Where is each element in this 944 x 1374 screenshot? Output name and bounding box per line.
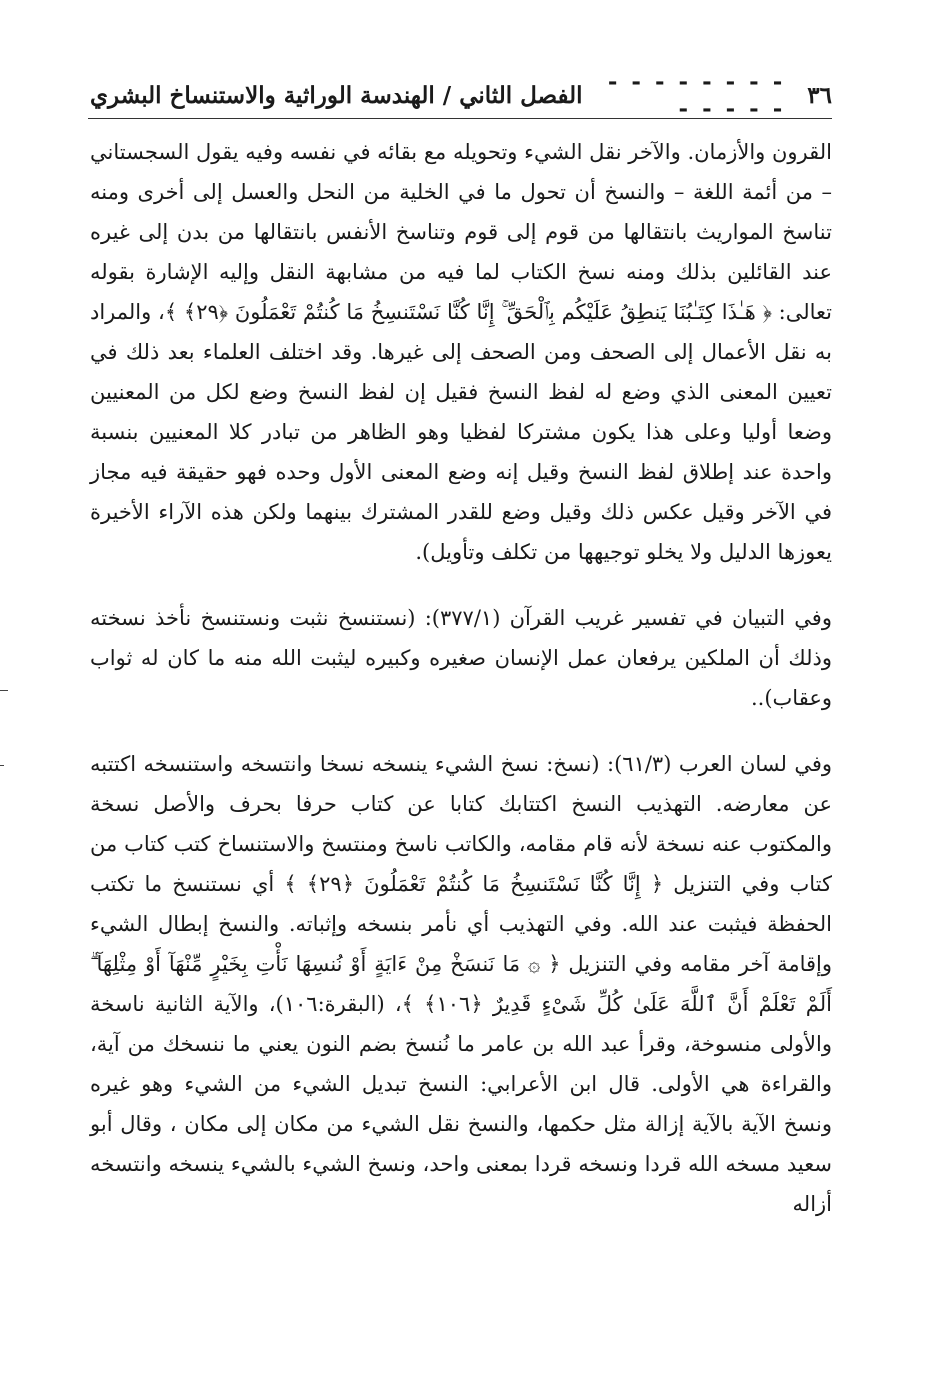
- running-header: [90, 70, 832, 120]
- page-number: ٣٦: [807, 81, 832, 109]
- chapter-title: الفصل الثاني / الهندسة الوراثية والاستنساخ البشري: [90, 81, 583, 109]
- margin-mark: [0, 765, 4, 766]
- paragraph-3: وفي لسان العرب (٦١/٣): (نسخ: نسخ الشيء ينسخه نسخا وانتسخه واستنسخه اكتتبه عن معارضه. التهذيب النسخ اكتتابك كتابا عن كتاب حرفا بحرف والأصل نسخة والمكتوب عنه نسخة لأنه قام مقامه، والكاتب ناسخ ومنتسخ والاستنساخ كتب كتاب من كتاب وفي التنزيل ﴿ إِنَّا كُنَّا نَسْتَنسِخُ مَا كُنتُمْ تَعْمَلُونَ ﴿٢٩﴾ ﴾ أي نستنسخ ما تكتب الحفظة فيثبت عند الله. وفي التهذيب أي نأمر بنسخه وإثباته. والنسخ إبطال الشيء وإقامة آخر مقامه وفي التنزيل ﴿ ۞ مَا نَنسَخْ مِنْ ءَايَةٍ أَوْ نُنسِهَا نَأْتِ بِخَيْرٍ مِّنْهَآ أَوْ مِثْلِهَآ ۗ أَلَمْ تَعْلَمْ أَنَّ ٱللَّهَ عَلَىٰ كُلِّ شَىْءٍ قَدِيرٌ ﴿١٠٦﴾ ﴾، (البقرة:١٠٦)، والآية الثانية ناسخة والأولى منسوخة، وقرأ عبد الله بن عامر ما نُنسخ بضم النون يعني ما ننسخك من آية، والقراءة هي الأولى. قال ابن الأعرابي: النسخ تبديل الشيء من الشيء وهو غيره ونسخ الآية بالآية إزالة مثل حكمها، والنسخ نقل الشيء من مكان إلى مكان ، وقال أبو سعيد مسخه الله قردا ونسخه قردا بمعنى واحد، ونسخ الشيء بالشيء ينسخه وانتسخه أزاله: [90, 752, 832, 1216]
- header-dashes: - - - - - - - - - - - - -: [607, 68, 786, 122]
- body-text: [90, 132, 832, 1224]
- header-rule: [88, 118, 832, 119]
- margin-mark: [0, 690, 8, 691]
- paragraph-1: القرون والأزمان. والآخر نقل الشيء وتحويله مع بقائه في نفسه وفيه يقول السجستاني – من أئمة اللغة – والنسخ أن تحول ما في الخلية من النحل والعسل إلى أخرى ومنه تناسخ المواريث بانتقالها من قوم إلى قوم وتناسخ الأنفس بانتقالها من بدن إلى غيره عند القائلين بذلك ومنه نسخ الكتاب لما فيه من مشابهة النقل وإليه الإشارة بقوله تعالى: ﴿ هَـٰذَا كِتَـٰبُنَا يَنطِقُ عَلَيْكُم بِٱلْحَقِّ ۚ إِنَّا كُنَّا نَسْتَنسِخُ مَا كُنتُمْ تَعْمَلُونَ ﴿٢٩﴾ ﴾، والمراد به نقل الأعمال إلى الصحف ومن الصحف إلى غيرها. وقد اختلف العلماء بعد ذلك في تعيين المعنى الذي وضع له لفظ النسخ فقيل إن لفظ النسخ وضع لكل من المعنيين وضعا أوليا وعلى هذا يكون مشتركا لفظيا وهو الظاهر من تبادر كلا المعنيين بنسبة واحدة عند إطلاق لفظ النسخ وقيل إنه وضع المعنى الأول وحده فهو حقيقة فيه مجاز في الآخر وقيل عكس ذلك وقيل وضع للقدر المشترك بينهما ولكن هذه الآراء الأخيرة يعوزها الدليل ولا يخلو توجيهها من تكلف وتأويل).: [90, 140, 832, 564]
- paragraph-2: وفي التبيان في تفسير غريب القرآن (٣٧٧/١): (نستنسخ نثبت ونستنسخ نأخذ نسخته وذلك أن الملكين يرفعان عمل الإنسان صغيره وكبيره ليثبت الله منه ما كان له ثواب وعقاب)..: [90, 606, 832, 710]
